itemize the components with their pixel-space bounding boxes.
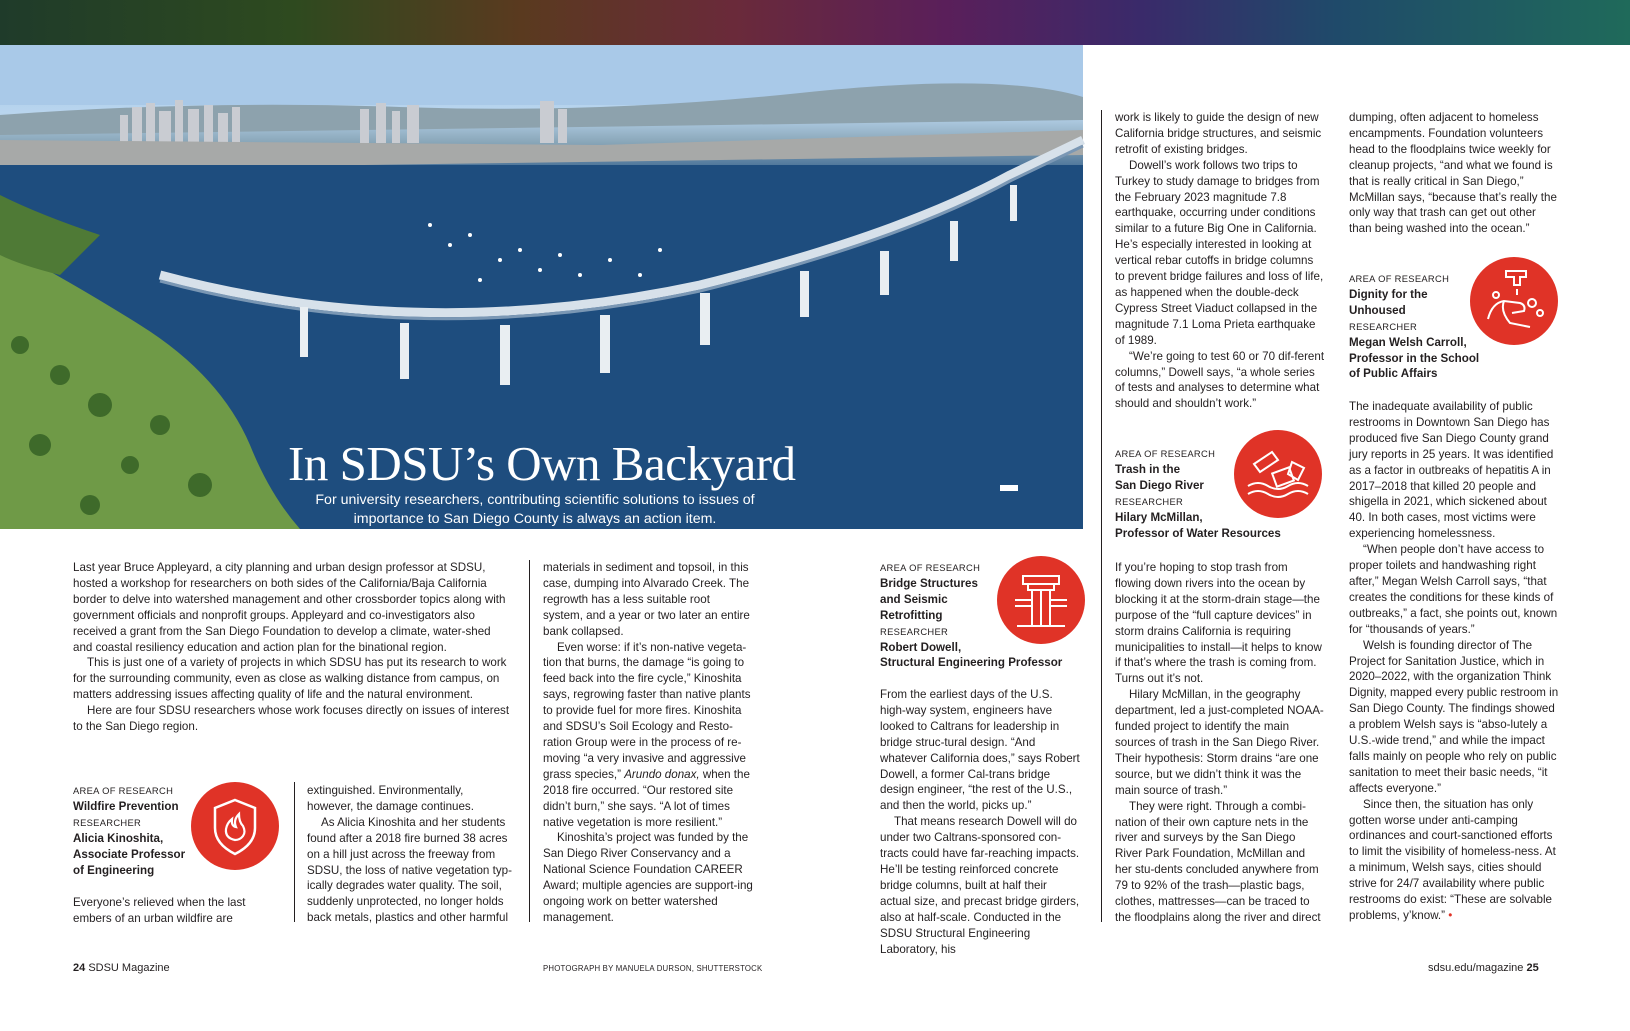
body-paragraph [543,640,753,831]
bridge-icon [997,556,1085,644]
feature-subtitle: For university researchers, contributing scientific solutions to issues of importance to San Diego County is always an action item. [315,492,755,527]
byline: BY JEFF RISTINE [479,535,591,550]
body-paragraph: If you’re hoping to stop trash from flowing down rivers into the ocean by blocking it at the storm-drain stage—the purpose of the “full capture devices” in storm drains California is requiring municipalities to install—it helps to know if that’s where the trash is coming from. Turns out it’s not. [1115,561,1322,686]
body-column-3 [543,560,753,926]
text-run: Even worse: if it’s non-native vegeta-tion that burns, the damage “is going to feed back into the fire cycle,” Kinoshita says, regrowing faster than native plants to provide fuel for more fires. Kinoshita and SDSU’s Soil Ecology and Resto-ration Group were in the process of re-moving “a very invasive and aggressive grass species,” [543,640,751,781]
body-paragraph: From the earliest days of the U.S. high-way system, engineers have looked to Caltrans for leadership in bridge struc-tural design. “And whatever California does,” says Robert Dowell, a former Cal-trans bridge design engineer, “the rest of the U.S., and then the world, picks up.” [880,688,1080,813]
folio-left [73,962,170,974]
publication-name: SDSU Magazine [88,962,170,974]
body-paragraph: extinguished. Environmentally, however, the damage continues. [307,784,474,813]
intro-column [73,560,513,735]
page-number: 24 [73,962,86,974]
researcher-title: of Engineering [73,863,155,877]
area-name: Retrofitting [880,608,943,622]
body-paragraph: materials in sediment and topsoil, in this case, dumping into Alvarado Creek. The regrowth has a less suitable root system, and a year or two later an entire bank collapsed. [543,561,750,638]
researcher-title: of Public Affairs [1349,367,1438,381]
page-number: 25 [1526,962,1539,974]
col1-tail [73,895,263,927]
researcher-label: RESEARCHER [1349,320,1418,332]
text-run: when the 2018 fire occurred. “Our restored site didn’t burn,” she says. “A lot of times native vegetation is more resilient.” [543,767,750,829]
body-paragraph: As Alicia Kinoshita and her students found after a 2018 fire burned 38 acres on a hill just across the freeway from SDSU, the loss of native vegetation typ-ically degrades water quality. The soil, suddenly unprotected, no longer holds back metals, plastics and other harmful [307,815,512,925]
body-paragraph: They were right. Through a combi-nation of their own capture nets in the river and surveys by the San Diego River Park Foundation, McMillan and her stu-dents concluded anywhere from 79 to 92% of the trash—plastic bags, clothes, mattresses—can be traced to the floodplains along the river and direct [1115,799,1321,924]
body-paragraph: Dowell’s work follows two trips to Turkey to study damage to bridges from the February 2023 magnitude 7.8 earthquake, occurring under conditions similar to a future Big One in California. He’s especially interested in looking at vertical rebar cutoffs in bridge columns to prevent bridge failures and loss of life, as happened when the double-deck Cypress Street Viaduct collapsed in the magnitude 7.1 Loma Prieta earthquake of 1989. [1115,158,1324,347]
researcher-title: Professor in the School [1349,351,1480,365]
body-column-6-top [1349,110,1559,237]
body-paragraph: dumping, often adjacent to homeless encampments. Foundation volunteers head to the floodplains twice weekly for cleanup projects, “and what we found is that is really critical in San Diego,” McMillan says, “because that’s really the only way that trash can get out other than being washed into the ocean.” [1349,111,1557,236]
handwashing-icon [1470,257,1558,345]
researcher-name: Hilary McMillan, [1115,510,1203,524]
end-mark: • [1448,909,1453,922]
body-paragraph: That means research Dowell will do under two Caltrans-sponsored con-tracts could have far-reaching impacts. He’ll be testing reinforced concrete bridge columns, built at half their actual size, and precast bridge girders, also at half-scale. Conducted in the SDSU Structural Engineering Laboratory, his [880,815,1080,956]
researcher-title: Associate Professor [73,847,186,861]
column-rule [529,560,530,922]
decorative-gradient-band [0,0,1630,45]
body-column-4 [880,687,1080,957]
hero-photo-san-diego-bay [0,45,1083,550]
area-label: AREA OF RESEARCH [1349,273,1450,284]
researcher-name: Robert Dowell, [880,640,962,654]
body-paragraph: “We’re going to test 60 or 70 dif-ferent columns,” Dowell says, “a whole series of tests and analyses to determine what should and shouldn’t work.” [1115,349,1325,411]
area-name: Unhoused [1349,303,1406,317]
researcher-name: Megan Welsh Carroll, [1349,335,1467,349]
researcher-name: Alicia Kinoshita, [73,831,164,845]
body-paragraph [1349,797,1559,924]
body-column-2 [307,783,512,926]
researcher-title: Structural Engineering Professor [880,656,1063,670]
folio-right [1428,962,1539,974]
photo-credit: PHOTOGRAPH BY MANUELA DURSON, SHUTTERSTOCK [543,964,763,973]
intro-paragraph: Last year Bruce Appleyard, a city planning and urban design professor at SDSU, hosted a workshop for researchers on both sides of the California/Baja California border to delve into watershed management and other crossborder topics along with government officials and nonprofit groups. Appleyard and co-investigators also received a grant from the San Diego Foundation to develop a climate, water-shed and coastal resiliency education and action plan for the binational region. [73,561,506,654]
body-paragraph: work is likely to guide the design of new California bridge structures, and seismic retrofit of existing bridges. [1115,111,1322,156]
researcher-label: RESEARCHER [880,625,949,637]
area-label: AREA OF RESEARCH [73,785,174,796]
body-paragraph: Hilary McMillan, in the geography department, led a just-completed NOAA-funded project to identify the main sources of trash in the San Diego River. Their hypothesis: Storm drains “are one source, but we didn’t think it was the main source of trash.” [1115,688,1324,797]
area-label: AREA OF RESEARCH [1115,448,1216,459]
researcher-label: RESEARCHER [73,816,142,828]
researcher-title: Professor of Water Resources [1115,526,1281,540]
intro-paragraph: This is just one of a variety of projects in which SDSU has put its research to work for the surrounding community, even as close as walking distance from campus, on matters addressing issues affecting quality of life and the natural environment. [73,656,507,702]
area-label: AREA OF RESEARCH [880,562,981,573]
body-paragraph: Welsh is founding director of The Project for Sanitation Justice, which in 2020–2022, with the organization Think Dignity, mapped every public restroom in San Diego County. The findings showed a problem Welsh says is “abso-lutely a U.S.-wide trend,” and while the impact falls mainly on people who rely on public sanitation to meet their basic needs, “it affects everyone.” [1349,638,1559,795]
area-name: Wildfire Prevention [73,799,179,813]
researcher-label: RESEARCHER [1115,495,1184,507]
river-trash-icon [1234,430,1322,518]
research-box-wildfire [73,783,193,878]
area-name: Bridge Structures [880,576,978,590]
body-paragraph: “When people don’t have access to proper toilets and handwashing right after,” Megan Welsh Carroll says, “that creates the conditions for these kinds of outbreaks,” a fact, she points out, known for “thousands of years.” [1349,543,1558,636]
area-name: and Seismic [880,592,948,606]
body-column-5-top [1115,110,1325,412]
body-paragraph: Kinoshita’s project was funded by the San Diego River Conservancy and a National Science Foundation CAREER Award; multiple agencies are support-ing ongoing work on better watershed management. [543,831,753,924]
text-run: Since then, the situation has only gotten worse under anti-camping ordinances and court-sanctioned efforts to limit the visibility of homeless-ness. At a minimum, Welsh says, cities should strive for 24/7 availability where public restrooms do exist: “These are solvable problems, y’know.” [1349,797,1556,922]
body-paragraph: Everyone’s relieved when the last embers of an urban wildfire are [73,896,246,925]
column-rule [1101,110,1102,922]
area-name: Trash in the [1115,462,1181,476]
body-paragraph: The inadequate availability of public restrooms in Downtown San Diego has produced five San Diego County grand jury reports in 25 years. It was identified as a factor in outbreaks of hepatitis A in 2017–2018 that killed 20 people and shigella in 2021, which sickened about 40. In both cases, most victims were experiencing homelessness. [1349,400,1554,541]
body-column-5-bottom [1115,560,1325,926]
column-rule [294,782,295,922]
feature-title: In SDSU’s Own Backyard [288,436,796,491]
fire-shield-icon [191,782,279,870]
website-url: sdsu.edu/magazine [1428,962,1524,974]
area-name: Dignity for the [1349,287,1428,301]
species-name: Arundo donax, [624,767,700,781]
area-name: San Diego River [1115,478,1204,492]
body-column-6-bottom [1349,399,1559,924]
intro-paragraph: Here are four SDSU researchers whose work focuses directly on issues of interest to the San Diego region. [73,704,510,734]
